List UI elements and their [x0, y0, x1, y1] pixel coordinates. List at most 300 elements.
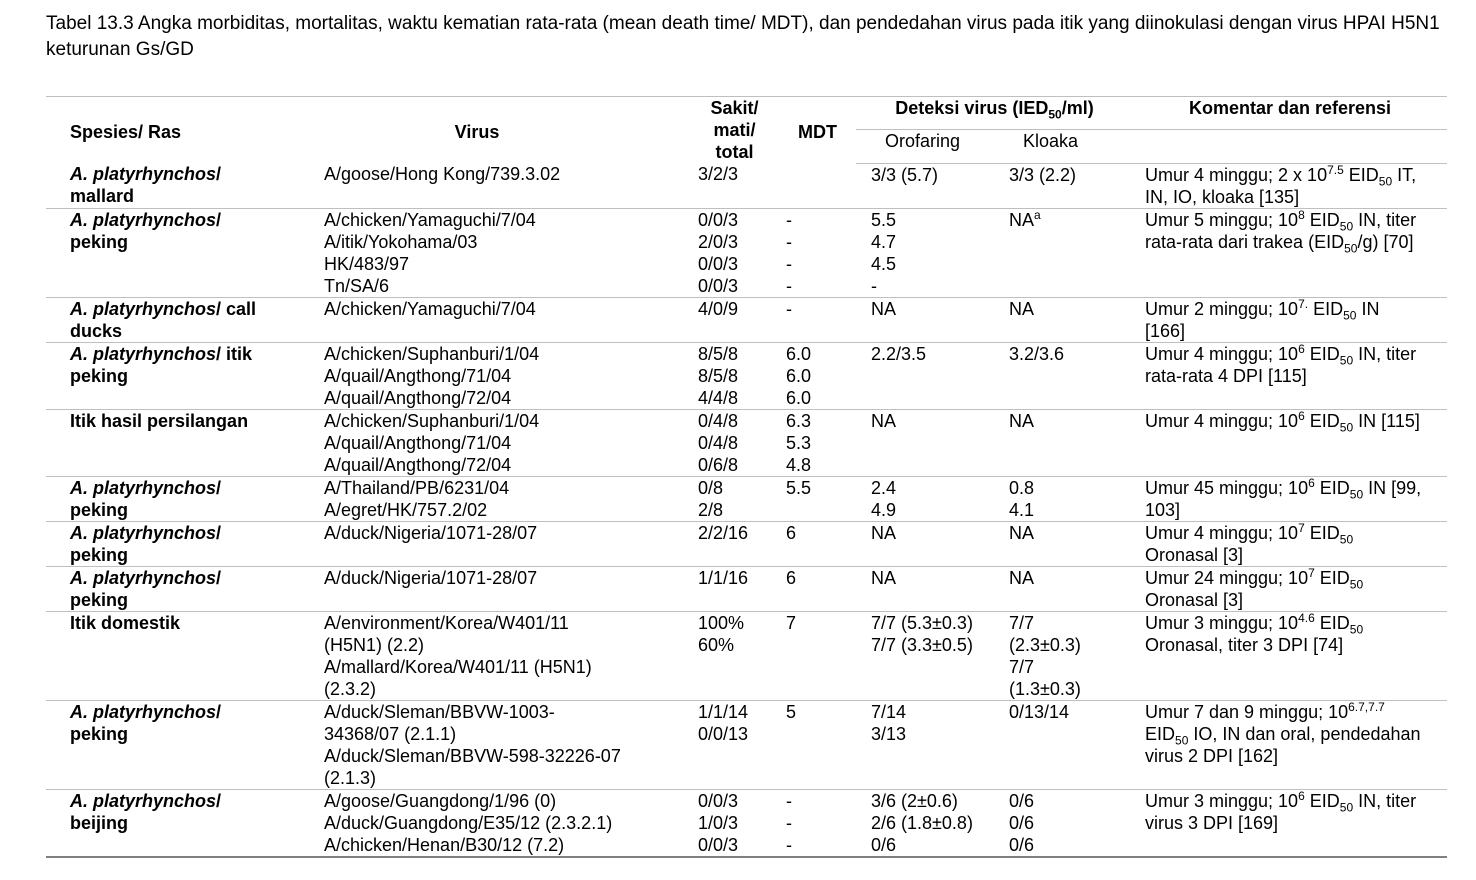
virus-strain: HK/483/97	[324, 253, 410, 274]
species-breed: /	[216, 477, 222, 498]
table-row	[46, 789, 1447, 857]
sick-dead-total-value: 3/2/3	[698, 164, 739, 184]
sick-dead-total-value: 2/8	[698, 499, 724, 520]
mdt-value: -	[786, 790, 792, 811]
cell-kloaka	[1009, 409, 1133, 476]
cell-species	[46, 789, 324, 857]
kloaka-value: 7/7	[1009, 612, 1035, 633]
sick-dead-total-value: 1/1/16	[698, 567, 749, 588]
orofaring-value: 3/13	[871, 723, 907, 744]
comment-line	[1145, 499, 1447, 521]
virus-strain: (H5N1) (2.2)	[324, 634, 425, 655]
text-run: virus 2 DPI [162]	[1145, 745, 1279, 766]
cell-virus	[324, 700, 690, 789]
text-run: /g) [70]	[1357, 231, 1414, 252]
superscript: 4.6	[1298, 610, 1315, 625]
cell-comment	[1133, 409, 1447, 476]
text-run: virus 3 DPI [169]	[1145, 812, 1279, 833]
cell-orofaring	[856, 297, 1009, 342]
text-run: EID	[1343, 164, 1379, 185]
mdt-value: 6.0	[786, 365, 812, 386]
cell-mdt	[779, 521, 856, 566]
mdt-value: 6	[786, 567, 797, 588]
cell-comment	[1133, 700, 1447, 789]
cell-mdt	[779, 566, 856, 611]
kloaka-value: 3.2/3.6	[1009, 343, 1065, 364]
kloaka-value: 7/7	[1009, 656, 1035, 677]
virus-strain: A/chicken/Suphanburi/1/04	[324, 410, 540, 431]
virus-strain: A/chicken/Henan/B30/12 (7.2)	[324, 834, 565, 855]
text-run: Oronasal [3]	[1145, 544, 1244, 565]
comment-line	[1145, 610, 1447, 637]
species-breed: / call	[216, 298, 257, 319]
species-breed: /	[216, 164, 222, 184]
virus-strain: Tn/SA/6	[324, 275, 390, 296]
mdt-value: 6.0	[786, 387, 812, 408]
data-table	[46, 96, 1447, 858]
comment-line	[1145, 365, 1447, 387]
text-run: EID	[1314, 477, 1350, 498]
comment-line	[1145, 296, 1447, 323]
cell-kloaka	[1009, 476, 1133, 521]
cell-sick-dead-total	[690, 476, 779, 521]
text-run: IN	[1356, 298, 1380, 319]
species-line	[70, 209, 324, 231]
cell-species	[46, 163, 324, 208]
kloaka-value: NA	[1009, 567, 1035, 588]
species-breed: /	[216, 701, 222, 722]
species-breed: peking	[70, 365, 129, 386]
mdt-value: 5.5	[786, 477, 812, 498]
kloaka-value	[1009, 209, 1133, 231]
species-breed: /	[216, 209, 222, 230]
sick-dead-total-value: 2/0/3	[698, 231, 739, 252]
table-row	[46, 566, 1447, 611]
orofaring-value: -	[871, 275, 877, 296]
kloaka-value: (1.3±0.3)	[1009, 678, 1081, 699]
cell-kloaka	[1009, 342, 1133, 409]
comment-line	[1145, 723, 1447, 748]
subscript: 50	[1343, 308, 1357, 323]
comment-line	[1145, 408, 1447, 435]
cell-sick-dead-total	[690, 208, 779, 297]
species-breed: peking	[70, 231, 129, 252]
sick-dead-total-value: 0/0/13	[698, 723, 749, 744]
sick-dead-total-value: 0/4/8	[698, 410, 739, 431]
cell-kloaka	[1009, 163, 1133, 208]
cell-species	[46, 409, 324, 476]
species-breed: Itik hasil persilangan	[70, 410, 249, 431]
text-run: Umur 4 minggu; 10	[1145, 522, 1299, 543]
species-line	[70, 410, 324, 432]
virus-strain: A/quail/Angthong/71/04	[324, 365, 512, 386]
text-run: NA	[1009, 209, 1035, 230]
comment-line	[1145, 634, 1447, 656]
text-run: Umur 4 minggu; 10	[1145, 343, 1299, 364]
kloaka-value: NA	[1009, 410, 1035, 431]
cell-orofaring	[856, 476, 1009, 521]
virus-strain: A/duck/Guangdong/E35/12 (2.3.2.1)	[324, 812, 613, 833]
subscript: 50	[1175, 733, 1189, 748]
text-run: Umur 4 minggu; 2 x 10	[1145, 164, 1328, 185]
species-breed: peking	[70, 499, 129, 520]
comment-line	[1145, 589, 1447, 611]
cell-kloaka	[1009, 566, 1133, 611]
cell-virus	[324, 163, 690, 208]
cell-orofaring	[856, 409, 1009, 476]
virus-strain: A/quail/Angthong/71/04	[324, 432, 512, 453]
virus-strain: (2.1.3)	[324, 767, 377, 788]
subscript: 50	[1339, 420, 1354, 435]
orofaring-value: NA	[871, 298, 897, 319]
orofaring-value: 3/6 (2±0.6)	[871, 790, 958, 811]
subscript: 50	[1339, 219, 1354, 234]
sick-dead-total-value: 100%	[698, 612, 745, 633]
species-breed: beijing	[70, 812, 128, 833]
header-comment-sub	[1133, 130, 1447, 163]
table-row	[46, 409, 1447, 476]
sick-dead-total-value: 0/0/3	[698, 209, 739, 230]
cell-species	[46, 208, 324, 297]
mdt-value: -	[786, 209, 792, 230]
virus-strain: A/duck/Nigeria/1071-28/07	[324, 567, 538, 588]
species-latin-name: A. platyrhynchos	[70, 790, 217, 811]
virus-strain: A/duck/Nigeria/1071-28/07	[324, 522, 538, 543]
mdt-value: -	[786, 834, 792, 855]
species-breed: /	[216, 790, 222, 811]
text-run: EID	[1314, 567, 1350, 588]
species-line	[70, 365, 324, 387]
comment-line	[1145, 745, 1447, 767]
cell-virus	[324, 476, 690, 521]
kloaka-value: 0.8	[1009, 477, 1035, 498]
sick-dead-total-value: 0/0/3	[698, 275, 739, 296]
cell-mdt	[779, 789, 856, 857]
header-virus-detection: Deteksi virus $(IED_{50}/ml)$	[856, 97, 1133, 130]
cell-virus	[324, 789, 690, 857]
subscript: 50	[1344, 241, 1358, 256]
table-row	[46, 700, 1447, 789]
virus-strain: A/goose/Guangdong/1/96 (0)	[324, 790, 557, 811]
kloaka-value: 0/6	[1009, 834, 1035, 855]
text-run: EID	[1304, 209, 1340, 230]
text-run: IN [99,	[1363, 477, 1422, 498]
subscript: 50	[1378, 174, 1393, 189]
text-run: IN [115]	[1353, 410, 1420, 431]
mdt-value: -	[786, 253, 792, 274]
subscript: 50	[1349, 622, 1364, 637]
species-breed: / itik	[216, 343, 253, 364]
cell-virus	[324, 342, 690, 409]
orofaring-value: 2/6 (1.8±0.8)	[871, 812, 973, 833]
superscript: 7.5	[1327, 162, 1344, 177]
table-row	[46, 611, 1447, 700]
header-species: Spesies/ Ras	[46, 97, 324, 164]
text-run: Umur 5 minggu; 10	[1145, 209, 1299, 230]
cell-sick-dead-total	[690, 566, 779, 611]
kloaka-value: 3/3 (2.2)	[1009, 164, 1077, 185]
text-run: rata-rata 4 DPI [115]	[1145, 365, 1307, 386]
species-latin-name: A. platyrhynchos	[70, 298, 217, 319]
cell-comment	[1133, 611, 1447, 700]
mdt-value: 6	[786, 522, 797, 543]
text-run: Umur 3 minggu; 10	[1145, 790, 1299, 811]
superscript: 6	[1298, 408, 1305, 423]
species-breed: peking	[70, 589, 129, 610]
cell-species	[46, 476, 324, 521]
text-run: EID	[1145, 723, 1176, 744]
table-header	[46, 97, 1447, 164]
cell-comment	[1133, 297, 1447, 342]
cell-sick-dead-total	[690, 342, 779, 409]
comment-line	[1145, 231, 1447, 256]
orofaring-value: 4.7	[871, 231, 897, 252]
text-run: [166]	[1145, 320, 1186, 341]
sick-dead-total-value: 1/0/3	[698, 812, 739, 833]
text-run: Umur 4 minggu; 10	[1145, 410, 1299, 431]
comment-line	[1145, 812, 1447, 834]
table-row	[46, 163, 1447, 208]
table-row	[46, 208, 1447, 297]
subscript: 50	[1349, 487, 1364, 502]
cell-virus	[324, 208, 690, 297]
sick-dead-total-value: 8/5/8	[698, 343, 739, 364]
orofaring-value: 2.4	[871, 477, 897, 498]
virus-strain: A/duck/Sleman/BBVW-598-32226-07	[324, 745, 621, 766]
mdt-value: 4.8	[786, 454, 812, 475]
species-breed: /	[216, 522, 222, 543]
table-caption: Tabel 13.3 Angka morbiditas, mortalitas, waktu kematian rata-rata (mean death time/ MDT), dan pendedahan virus pada itik yang diinokulasi dengan virus HPAI H5N1 keturunan Gs/GD	[46, 13, 1440, 60]
species-line	[70, 589, 324, 611]
comment-line	[1145, 320, 1447, 342]
kloaka-value: 0/6	[1009, 790, 1035, 811]
cell-mdt	[779, 611, 856, 700]
sick-dead-total-value: 0/0/3	[698, 834, 739, 855]
cell-orofaring	[856, 566, 1009, 611]
mdt-value: -	[786, 812, 792, 833]
subscript: 50	[1339, 800, 1354, 815]
orofaring-value: 4.9	[871, 499, 897, 520]
sick-dead-total-value: 60%	[698, 634, 735, 655]
sick-dead-total-value: 0/0/3	[698, 790, 739, 811]
cell-sick-dead-total	[690, 700, 779, 789]
text-run: EID	[1308, 298, 1344, 319]
text-run: Oronasal [3]	[1145, 589, 1244, 610]
header-kloaka: Kloaka	[1009, 130, 1133, 163]
species-line	[70, 522, 324, 544]
kloaka-value: 0/6	[1009, 812, 1035, 833]
comment-line	[1145, 701, 1447, 723]
sick-dead-total-value: 0/0/3	[698, 253, 739, 274]
table-row	[46, 476, 1447, 521]
cell-kloaka	[1009, 521, 1133, 566]
subscript: 50	[1339, 353, 1354, 368]
text-run: IT,	[1392, 164, 1417, 185]
cell-comment	[1133, 789, 1447, 857]
cell-kloaka	[1009, 297, 1133, 342]
cell-orofaring	[856, 208, 1009, 297]
sick-dead-total-value: 0/6/8	[698, 454, 739, 475]
species-line	[70, 544, 324, 566]
text-run: EID	[1304, 343, 1340, 364]
orofaring-value: 7/14	[871, 701, 907, 722]
cell-mdt	[779, 163, 856, 208]
species-latin-name: A. platyrhynchos	[70, 209, 217, 230]
cell-virus	[324, 521, 690, 566]
species-latin-name: A. platyrhynchos	[70, 164, 217, 184]
species-breed: ducks	[70, 320, 123, 341]
kloaka-value: 0/13/14	[1009, 701, 1070, 722]
orofaring-value: 0/6	[871, 834, 897, 855]
cell-species	[46, 566, 324, 611]
species-line	[70, 499, 324, 521]
species-line	[70, 320, 324, 342]
species-line	[70, 812, 324, 834]
table-body	[46, 163, 1447, 857]
text-run: IN, titer	[1353, 209, 1417, 230]
comment-line	[1145, 475, 1447, 502]
virus-strain: A/chicken/Yamaguchi/7/04	[324, 209, 536, 230]
text-run: Oronasal, titer 3 DPI [74]	[1145, 634, 1344, 655]
virus-strain: A/quail/Angthong/72/04	[324, 387, 512, 408]
text-run: EID	[1304, 790, 1340, 811]
species-breed: mallard	[70, 186, 135, 206]
cell-orofaring	[856, 700, 1009, 789]
comment-line	[1145, 207, 1447, 234]
text-run: Umur 7 dan 9 minggu; 10	[1145, 701, 1349, 722]
comment-line	[1145, 788, 1447, 815]
virus-strain: A/mallard/Korea/W401/11 (H5N1)	[324, 656, 592, 677]
text-run: EID	[1304, 410, 1340, 431]
cell-sick-dead-total	[690, 789, 779, 857]
species-line	[70, 567, 324, 589]
orofaring-value: 7/7 (5.3±0.3)	[871, 612, 973, 633]
text-run: Umur 45 minggu; 10	[1145, 477, 1309, 498]
cell-comment	[1133, 566, 1447, 611]
cell-virus	[324, 409, 690, 476]
text-run: IN, IO, kloaka [135]	[1145, 186, 1300, 207]
species-breed: Itik domestik	[70, 612, 181, 633]
header-comment: Komentar dan referensi	[1133, 97, 1447, 130]
virus-strain: A/egret/HK/757.2/02	[324, 499, 488, 520]
cell-orofaring	[856, 163, 1009, 208]
species-latin-name: A. platyrhynchos	[70, 522, 217, 543]
table-row	[46, 342, 1447, 409]
species-line	[70, 298, 324, 320]
cell-comment	[1133, 476, 1447, 521]
cell-species	[46, 521, 324, 566]
species-line	[70, 185, 324, 207]
species-line	[70, 343, 324, 365]
species-breed: peking	[70, 723, 129, 744]
orofaring-value: NA	[871, 410, 897, 431]
superscript: 6	[1298, 341, 1305, 356]
virus-strain: (2.3.2)	[324, 678, 377, 699]
cell-virus	[324, 611, 690, 700]
cell-kloaka	[1009, 208, 1133, 297]
header-virus: Virus	[324, 97, 690, 164]
mdt-value: -	[786, 275, 792, 296]
kloaka-value: 4.1	[1009, 499, 1035, 520]
mdt-value: 6.3	[786, 410, 812, 431]
cell-sick-dead-total	[690, 409, 779, 476]
species-line	[70, 163, 324, 185]
cell-kloaka	[1009, 789, 1133, 857]
sick-dead-total-value: 8/5/8	[698, 365, 739, 386]
species-line	[70, 701, 324, 723]
kloaka-value: NA	[1009, 298, 1035, 319]
species-latin-name: A. platyrhynchos	[70, 567, 217, 588]
species-breed: /	[216, 567, 222, 588]
text-run: IN, titer	[1353, 790, 1417, 811]
mdt-value: 7	[786, 612, 797, 633]
orofaring-value: NA	[871, 522, 897, 543]
superscript: 6.7,7.7	[1348, 699, 1385, 714]
orofaring-value: 5.5	[871, 209, 897, 230]
cell-orofaring	[856, 342, 1009, 409]
comment-line	[1145, 565, 1447, 592]
cell-mdt	[779, 700, 856, 789]
orofaring-value: 3/3 (5.7)	[871, 164, 939, 185]
sick-dead-total-value: 0/8	[698, 477, 724, 498]
cell-virus	[324, 566, 690, 611]
virus-strain: 34368/07 (2.1.1)	[324, 723, 457, 744]
text-run: Umur 3 minggu; 10	[1145, 612, 1299, 633]
cell-kloaka	[1009, 611, 1133, 700]
table-row	[46, 297, 1447, 342]
text-run: Umur 2 minggu; 10	[1145, 298, 1299, 319]
sick-dead-total-value: 4/4/8	[698, 387, 739, 408]
species-line	[70, 231, 324, 253]
virus-strain: A/duck/Sleman/BBVW-1003-	[324, 701, 555, 722]
orofaring-value: NA	[871, 567, 897, 588]
virus-strain: A/itik/Yokohama/03	[324, 231, 478, 252]
text-run: IN, titer	[1353, 343, 1417, 364]
cell-mdt	[779, 297, 856, 342]
cell-orofaring	[856, 521, 1009, 566]
virus-strain: A/quail/Angthong/72/04	[324, 454, 512, 475]
species-latin-name: A. platyrhynchos	[70, 477, 217, 498]
superscript: 6	[1298, 788, 1305, 803]
cell-mdt	[779, 476, 856, 521]
virus-strain: A/chicken/Yamaguchi/7/04	[324, 298, 536, 319]
mdt-value: -	[786, 231, 792, 252]
text-run: rata-rata dari trakea (EID	[1145, 231, 1345, 252]
virus-strain: A/Thailand/PB/6231/04	[324, 477, 510, 498]
sick-dead-total-value: 4/0/9	[698, 298, 739, 319]
superscript: 7	[1298, 520, 1305, 535]
cell-comment	[1133, 208, 1447, 297]
cell-mdt	[779, 409, 856, 476]
mdt-value: 5	[786, 701, 797, 722]
species-latin-name: A. platyrhynchos	[70, 701, 217, 722]
header-orofaring: Orofaring	[856, 130, 1009, 163]
header-mdt: MDT	[779, 97, 856, 164]
superscript: 7.	[1298, 296, 1309, 311]
kloaka-value: (2.3±0.3)	[1009, 634, 1081, 655]
sick-dead-total-value: 0/4/8	[698, 432, 739, 453]
comment-line	[1145, 544, 1447, 566]
cell-orofaring	[856, 611, 1009, 700]
comment-line	[1145, 520, 1447, 547]
subscript: 50	[1339, 532, 1354, 547]
cell-sick-dead-total	[690, 297, 779, 342]
orofaring-value: 4.5	[871, 253, 897, 274]
species-line	[70, 612, 324, 634]
superscript: a	[1034, 207, 1041, 222]
cell-sick-dead-total	[690, 163, 779, 208]
orofaring-value: 7/7 (3.3±0.5)	[871, 634, 973, 655]
